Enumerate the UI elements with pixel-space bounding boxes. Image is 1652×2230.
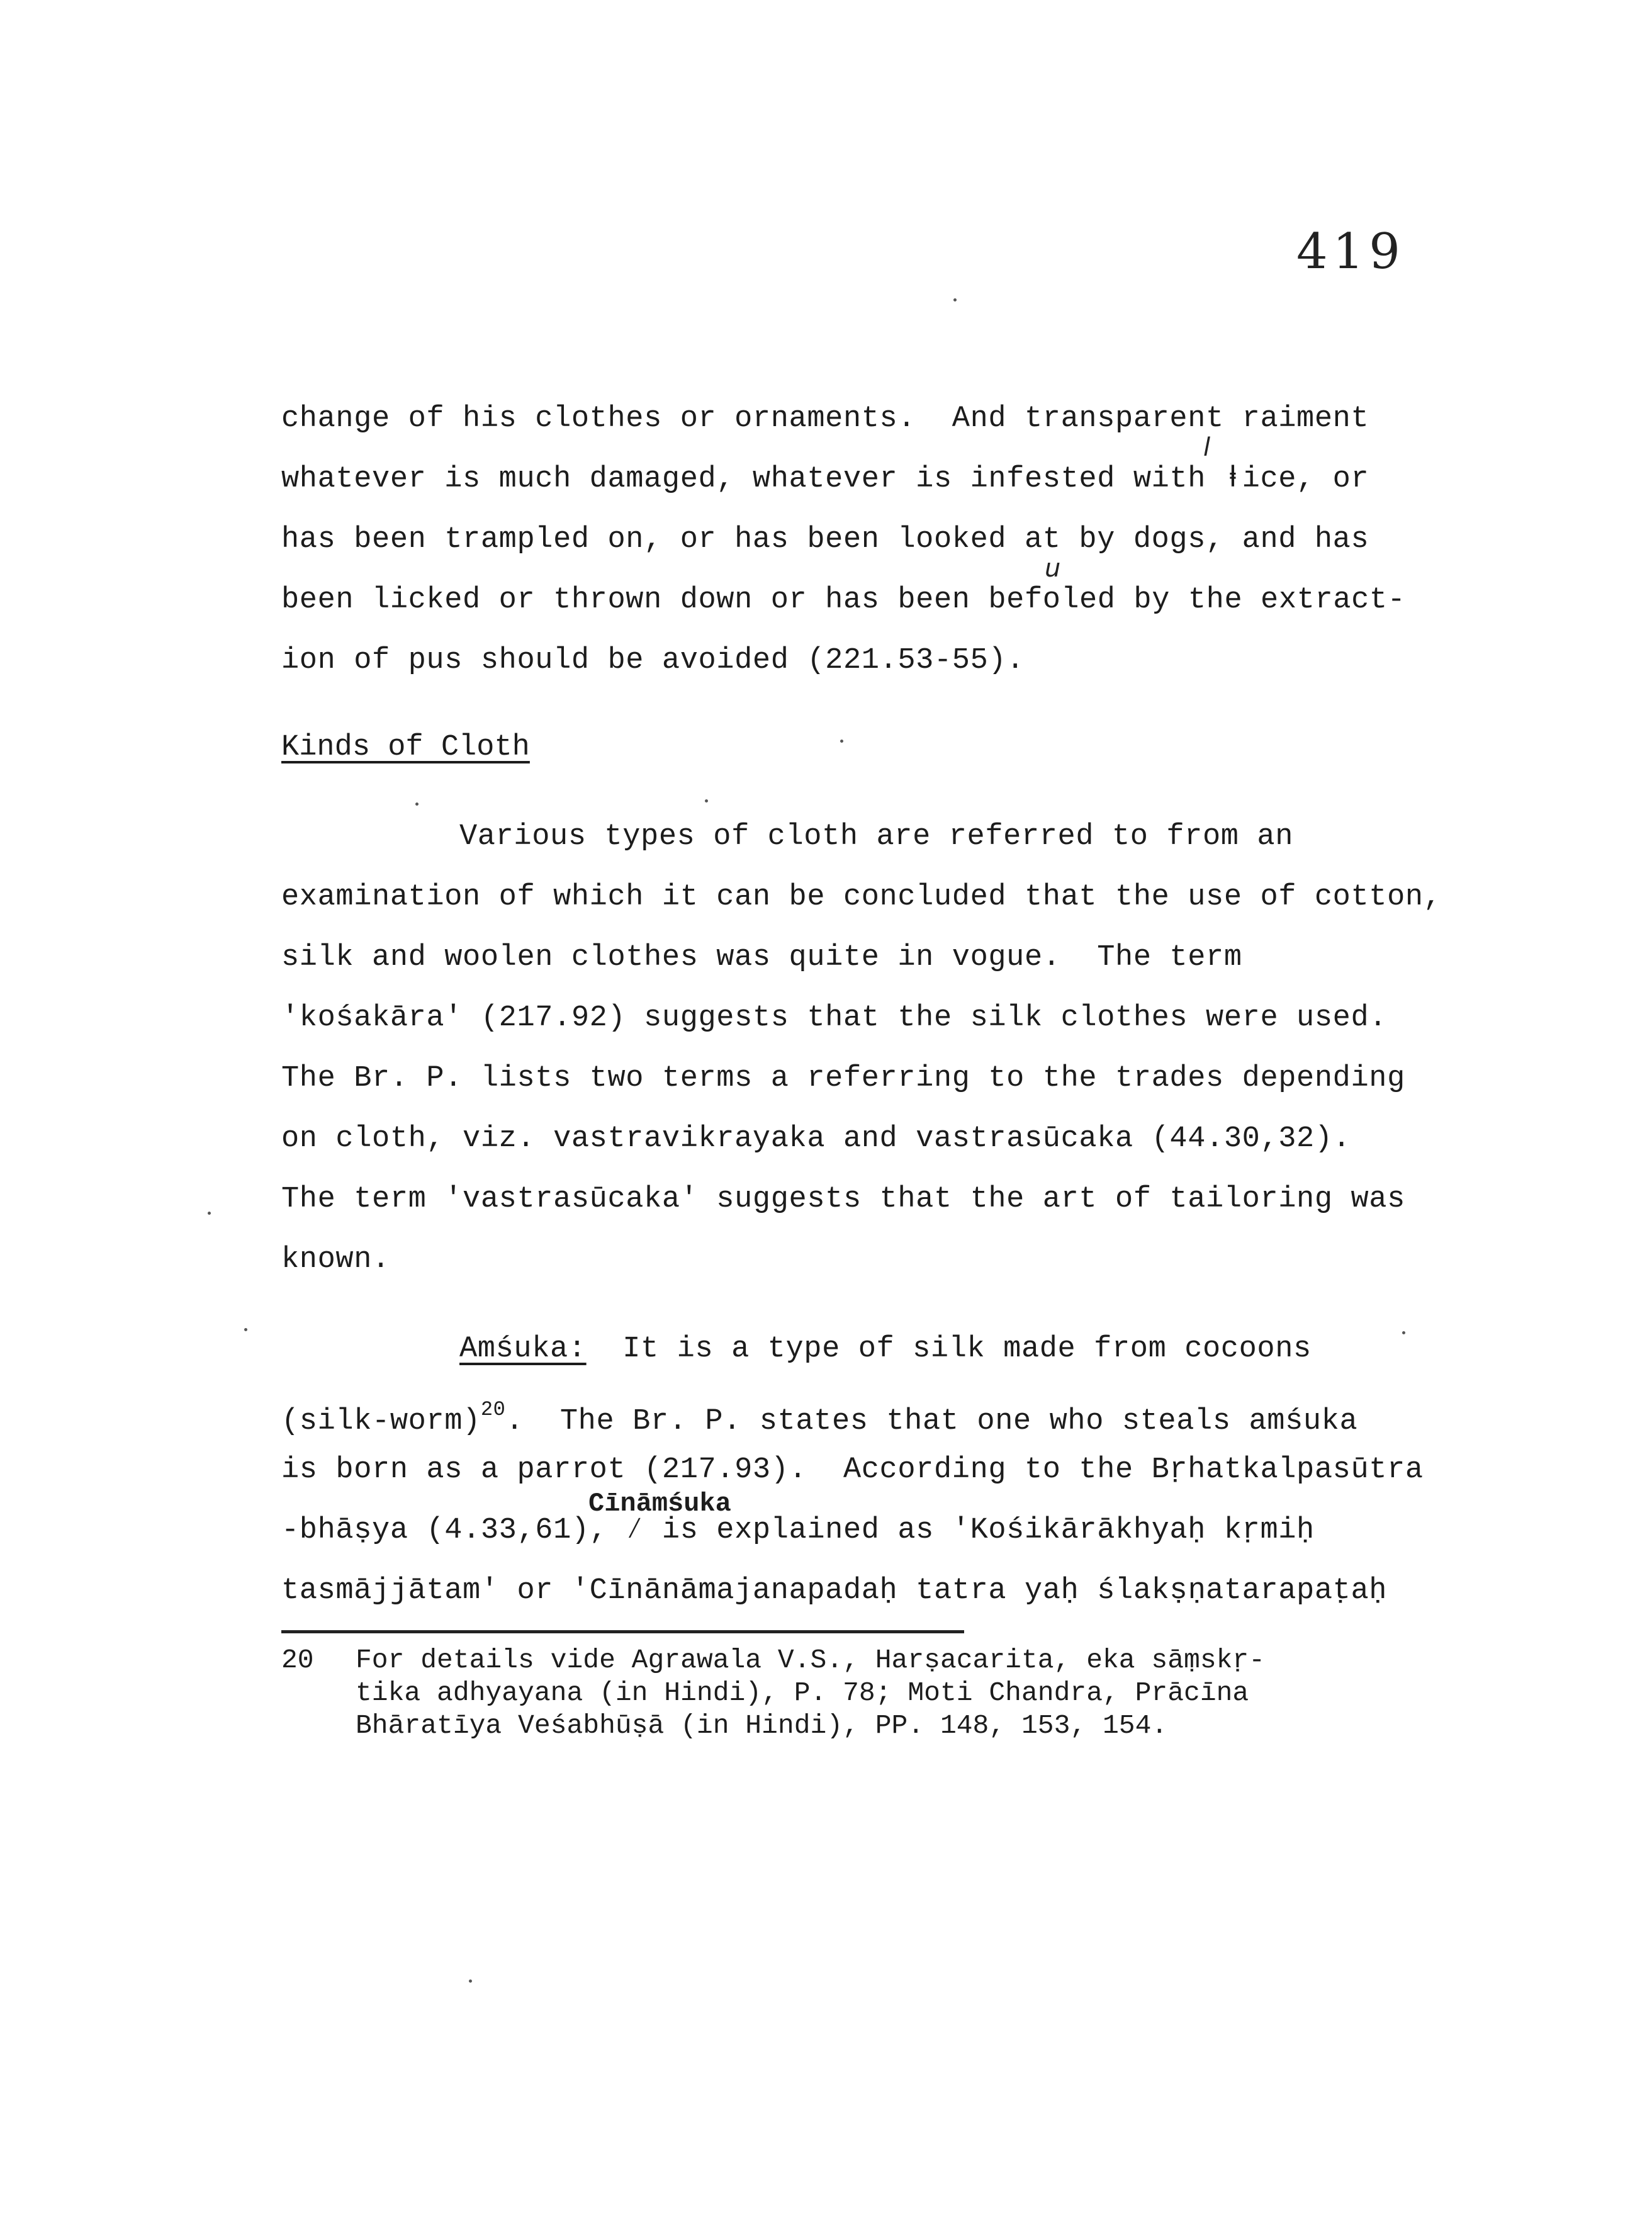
paragraph1-line4: been licked or thrown down or has been befoֿled by the extract- xyxy=(281,583,1406,617)
paragraph1-line2: whatever is much damaged, whatever is infested with ⱡice, or xyxy=(281,463,1369,496)
scan-speck xyxy=(953,298,957,301)
scan-speck xyxy=(1402,1331,1405,1334)
paragraph3-line5: tasmājjātam' or 'Cīnānāmajanapadaḥ tatra yaḥ ślakṣṇatarapaṭaḥ xyxy=(281,1574,1388,1608)
paragraph2-line8: known. xyxy=(281,1243,390,1276)
paragraph1-line1: change of his clothes or ornaments. And transparent raiment xyxy=(281,402,1369,436)
scan-speck xyxy=(244,1328,247,1331)
scan-speck xyxy=(415,802,419,806)
paragraph3-line2-text: . The Br. P. states that one who steals amśuka xyxy=(505,1405,1358,1438)
scan-speck xyxy=(208,1212,211,1215)
scan-speck xyxy=(469,1979,472,1983)
handwritten-correction-u: u xyxy=(1045,554,1061,583)
paragraph3-line4: -bhāṣya (4.33,61), ⁄ is explained as 'Kośikārākhyaḥ kṛmiḥ xyxy=(281,1514,1315,1547)
footnote-line3: Bhāratīya Veśabhūṣā (in Hindi), PP. 148, 153, 154. xyxy=(356,1710,1168,1741)
scan-speck xyxy=(705,799,708,802)
paragraph2-line3: silk and woolen clothes was quite in vogue. The term xyxy=(281,941,1242,974)
paragraph3-line1-text: It is a type of silk made from cocoons xyxy=(586,1332,1312,1366)
footnote-separator xyxy=(281,1630,964,1633)
scan-speck xyxy=(840,740,843,743)
paragraph2-line4: 'kośakāra' (217.92) suggests that the silk clothes were used. xyxy=(281,1001,1388,1035)
footnote-number: 20 xyxy=(281,1645,314,1675)
paragraph2-line2: examination of which it can be concluded that the use of cotton, xyxy=(281,881,1442,914)
interlinear-insertion: Cīnāmśuka xyxy=(588,1489,731,1519)
handwritten-correction-l: l xyxy=(1203,433,1211,462)
paragraph2-line1: Various types of cloth are referred to from an xyxy=(459,820,1294,853)
footnote-line2: tika adhyayana (in Hindi), P. 78; Moti Chandra, Prācīna xyxy=(356,1677,1249,1708)
paragraph3-line3: is born as a parrot (217.93). According to the Bṛhatkalpasūtra xyxy=(281,1453,1424,1487)
footnote-line1: For details vide Agrawala V.S., Harṣacarita, eka sāṃskṛ- xyxy=(356,1645,1266,1675)
section-heading: Kinds of Cloth xyxy=(281,731,530,764)
paragraph3-line2 xyxy=(281,1391,1357,1441)
paragraph1-line5: ion of pus should be avoided (221.53-55). xyxy=(281,644,1025,677)
footnote-reference: 20 xyxy=(480,1398,506,1421)
paragraph2-line5: The Br. P. lists two terms a referring to the trades depending xyxy=(281,1062,1405,1095)
paragraph1-line3: has been trampled on, or has been looked at by dogs, and has xyxy=(281,523,1369,556)
page-number: 419 xyxy=(1296,223,1405,280)
paragraph2-line7: The term 'vastrasūcaka' suggests that the art of tailoring was xyxy=(281,1183,1405,1216)
paragraph3-line1 xyxy=(459,1331,1312,1368)
paragraph3-line2-start: (silk-worm) xyxy=(281,1405,481,1438)
paragraph2-line6: on cloth, viz. vastravikrayaka and vastrasūcaka (44.30,32). xyxy=(281,1122,1351,1156)
term-amsuka: Amśuka: xyxy=(459,1332,587,1366)
